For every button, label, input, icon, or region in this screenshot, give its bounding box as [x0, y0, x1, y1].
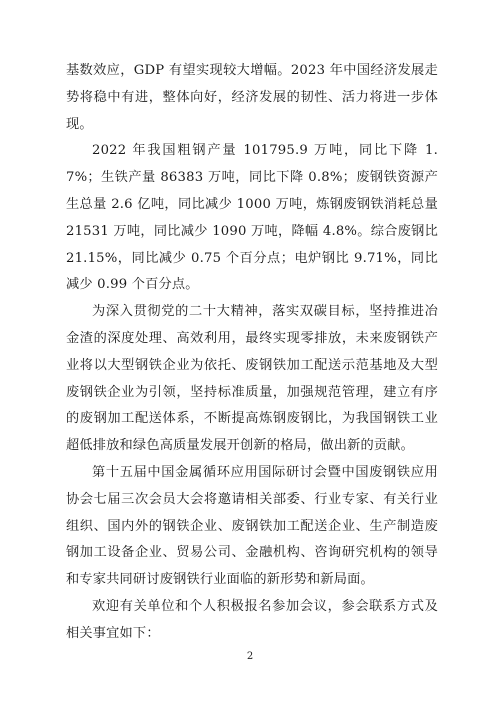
- paragraph-steel-statistics: 2022 年我国粗钢产量 101795.9 万吨，同比下降 1.7%；生铁产量 86383 万吨，同比下降 0.8%；废钢铁资源产生总量 2.6 亿吨，同比减少 1000 万吨，炼钢废钢铁消耗总量 21531 万吨，同比减少 1090 万吨，降幅 4.8%。综合废钢比 21.15%，同比减少 0.75 个百分点；电炉钢比 9.71%，同比减少 0.99 个百分点。: [66, 143, 438, 293]
- page-number: 2: [246, 651, 254, 662]
- paragraph-invitation: 欢迎有关单位和个人积极报名参加会议，参会联系方式及相关事宜如下：: [66, 598, 438, 641]
- paragraph-industry-goals: 为深入贯彻党的二十大精神，落实双碳目标，坚持推进冶金渣的深度处理、高效利用，最终实现零排放，未来废钢铁产业将以大型钢铁企业为依托、废钢铁加工配送示范基地及大型废钢铁企业为引领，坚持标准质量，加强规范管理，建立有序的废钢加工配送体系，不断提高炼钢废钢比，为我国钢铁工业超低排放和绿色高质量发展开创新的格局，做出新的贡献。: [66, 304, 438, 454]
- paragraph-gdp-outlook: 基数效应，GDP 有望实现较大增幅。2023 年中国经济发展走势将稳中有进，整体向好，经济发展的韧性、活力将进一步体现。: [66, 63, 438, 132]
- page-body: [66, 58, 438, 648]
- paragraph-conference-intro: 第十五届中国金属循环应用国际研讨会暨中国废钢铁应用协会七届三次会员大会将邀请相关部委、行业专家、有关行业组织、国内外的钢铁企业、废钢铁加工配送企业、生产制造废钢加工设备企业、贸易公司、金融机构、咨询研究机构的领导和专家共同研讨废钢铁行业面临的新形势和新局面。: [66, 464, 438, 588]
